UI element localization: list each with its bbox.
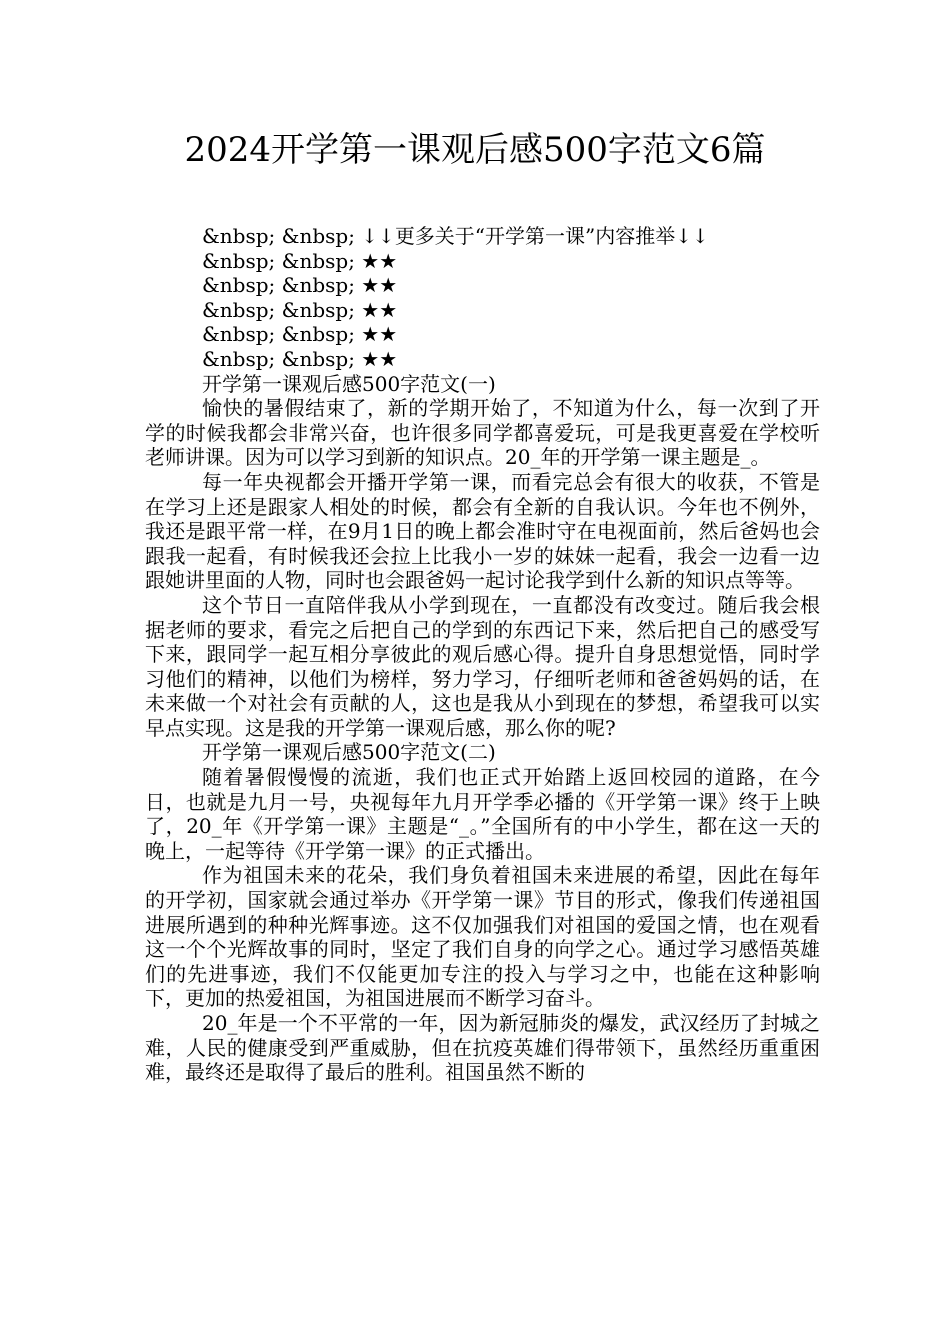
star-line: &nbsp; &nbsp; ★★ bbox=[202, 346, 398, 371]
paragraph: 20_年是一个不平常的一年，因为新冠肺炎的爆发，武汉经历了封城之难，人民的健康受到严重威胁，但在抗疫英雄们得带领下，虽然经历重重困难，最终还是取得了最后的胜利。祖国虽然不断的 bbox=[145, 1011, 820, 1085]
document-body bbox=[145, 224, 820, 1085]
paragraph: 愉快的暑假结束了，新的学期开始了，不知道为什么，每一次到了开学的时候我都会非常兴奋，也许很多同学都喜爱玩，可是我更喜爱在学校听老师讲课。因为可以学习到新的知识点。20_年的开学第一课主题是_。 bbox=[145, 396, 820, 470]
recommend-line: &nbsp; &nbsp; ↓↓更多关于“开学第一课”内容推举↓↓ bbox=[202, 224, 709, 248]
section-heading: 开学第一课观后感500字范文(一) bbox=[202, 371, 496, 396]
star-line: &nbsp; &nbsp; ★★ bbox=[202, 273, 398, 298]
star-line: &nbsp; &nbsp; ★★ bbox=[202, 248, 398, 273]
section-heading: 开学第一课观后感500字范文(二) bbox=[202, 740, 496, 765]
document-title: 2024开学第一课观后感500字范文6篇 bbox=[184, 130, 766, 170]
paragraph: 随着暑假慢慢的流逝，我们也正式开始踏上返回校园的道路，在今日，也就是九月一号，央视每年九月开学季必播的《开学第一课》终于上映了，20_年《开学第一课》主题是“_。”全国所有的中小学生，都在这一天的晚上，一起等待《开学第一课》的正式播出。 bbox=[145, 765, 820, 863]
star-line: &nbsp; &nbsp; ★★ bbox=[202, 322, 398, 347]
star-line: &nbsp; &nbsp; ★★ bbox=[202, 297, 398, 322]
paragraph: 作为祖国未来的花朵，我们身负着祖国未来进展的希望，因此在每年的开学初，国家就会通过举办《开学第一课》节目的形式，像我们传递祖国进展所遇到的种种光辉事迹。这不仅加强我们对祖国的爱国之情，也在观看这一个个光辉故事的同时，坚定了我们自身的向学之心。通过学习感悟英雄们的先进事迹，我们不仅能更加专注的投入与学习之中，也能在这种影响下，更加的热爱祖国，为祖国进展而不断学习奋斗。 bbox=[145, 863, 820, 1011]
paragraph: 每一年央视都会开播开学第一课，而看完总会有很大的收获，不管是在学习上还是跟家人相处的时候，都会有全新的自我认识。今年也不例外，我还是跟平常一样，在9月1日的晚上都会准时守在电视面前，然后爸妈也会跟我一起看，有时候我还会拉上比我小一岁的妹妹一起看，我会一边看一边跟她讲里面的人物，同时也会跟爸妈一起讨论我学到什么新的知识点等等。 bbox=[145, 469, 820, 593]
paragraph: 这个节日一直陪伴我从小学到现在，一直都没有改变过。随后我会根据老师的要求，看完之后把自己的学到的东西记下来，然后把自己的感受写下来，跟同学一起互相分享彼此的观后感心得。提升自身思想觉悟，同时学习他们的精神，以他们为榜样，努力学习，仔细听老师和爸爸妈妈的话，在未来做一个对社会有贡献的人，这也是我从小到现在的梦想，希望我可以实早点实现。这是我的开学第一课观后感，那么你的呢? bbox=[145, 592, 820, 740]
